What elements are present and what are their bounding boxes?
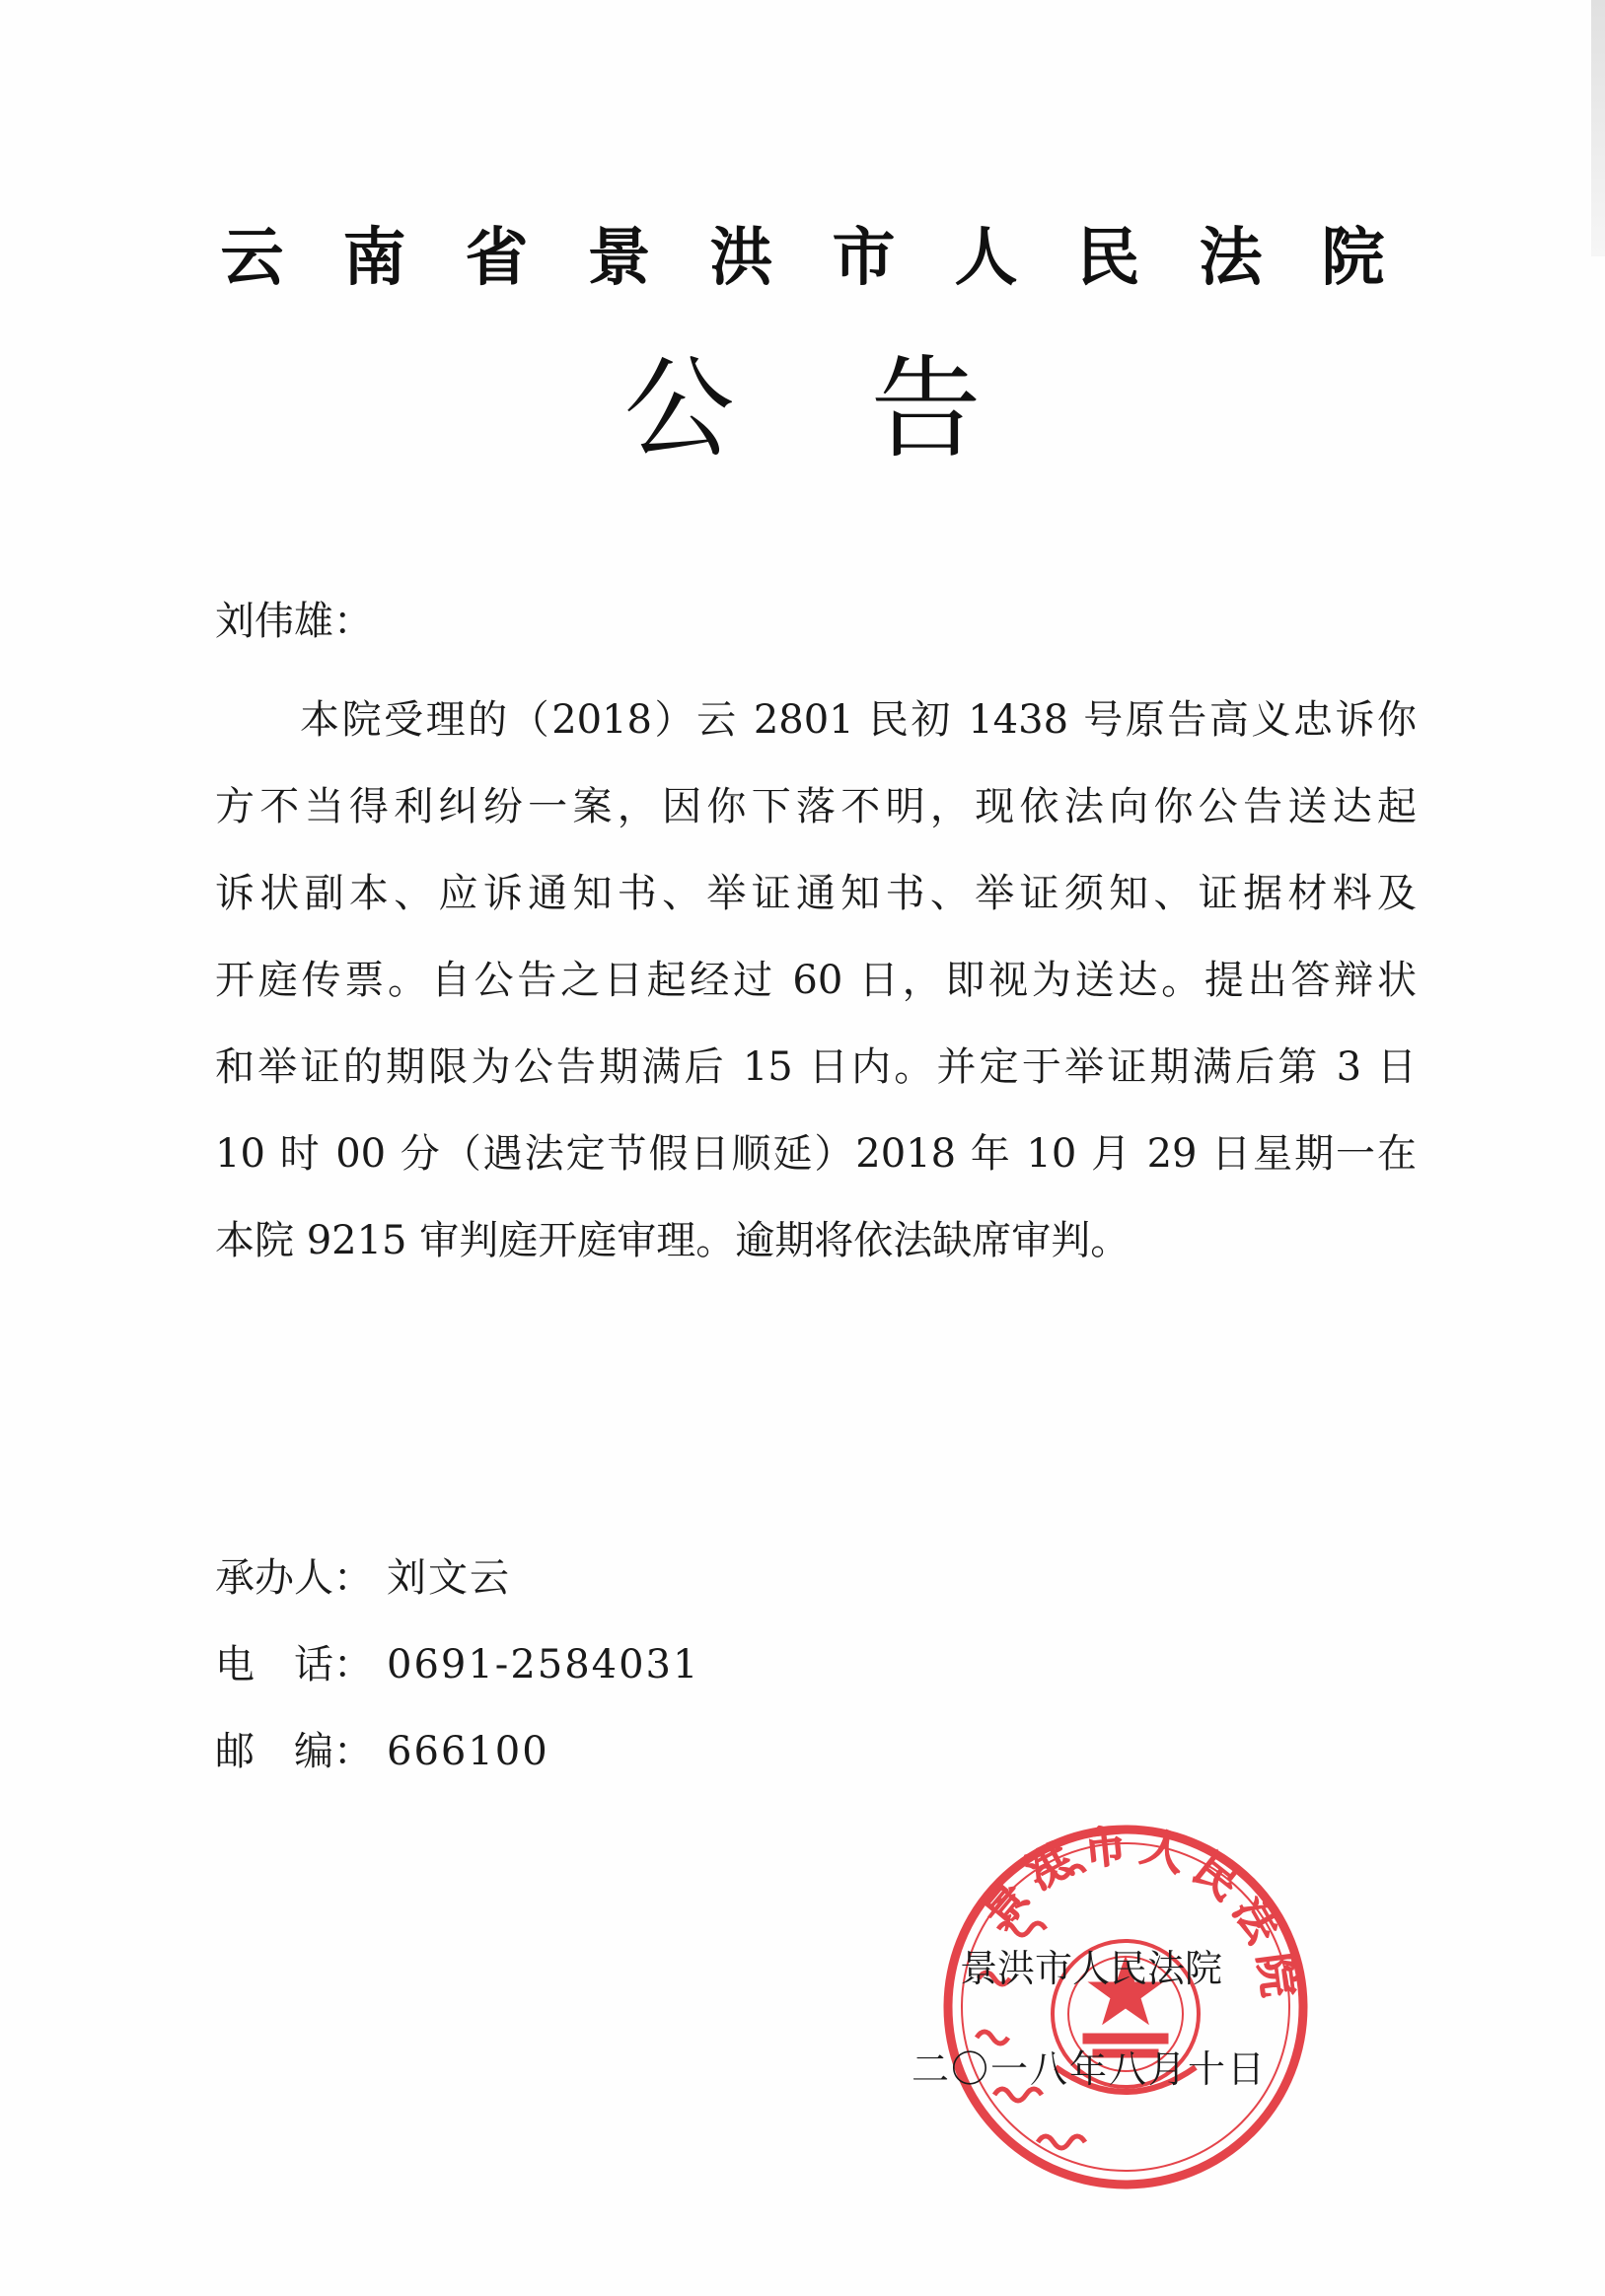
handler-name: 刘文云: [387, 1555, 511, 1601]
postcode-row: [215, 1708, 699, 1795]
phone-number: 0691-2584031: [387, 1642, 700, 1687]
court-name-char: 法: [1199, 222, 1263, 295]
body-line: 诉状副本、应诉通知书、举证通知书、举证须知、证据材料及: [215, 871, 1417, 916]
body-line: 本院受理的（2018）云 2801 民初 1438 号原告高义忠诉你: [300, 697, 1417, 743]
body-line: 开庭传票。自公告之日起经过 60 日，即视为送达。提出答辩状: [215, 958, 1417, 1003]
addressee: 刘伟雄：: [215, 599, 373, 644]
seal-lettering: 景洪市人民法院: [972, 1821, 1305, 2010]
court-name-char: 人: [954, 222, 1018, 295]
body-line: 和举证的期限为公告期满后 15 日内。并定于举证期满后第 3 日: [215, 1044, 1417, 1090]
phone-label: 电 话：: [215, 1642, 373, 1687]
notice-title-char: 公: [623, 345, 735, 473]
court-name-char: 省: [465, 222, 529, 295]
court-name-heading: [0, 219, 1605, 298]
signing-court: 景洪市人民法院: [959, 1947, 1222, 1990]
notice-body: [215, 677, 1417, 1284]
postcode-value: 666100: [387, 1729, 549, 1774]
court-name-char: 市: [832, 222, 896, 295]
handler-row: [215, 1535, 699, 1621]
court-name-char: 民: [1076, 222, 1140, 295]
phone-row: [215, 1621, 699, 1708]
body-line: 本院 9215 审判庭开庭审理。逾期将依法缺席审判。: [215, 1218, 1131, 1263]
court-name-char: 南: [342, 222, 406, 295]
body-line: 10 时 00 分（遇法定节假日顺延）2018 年 10 月 29 日星期一在: [215, 1131, 1417, 1177]
court-name-char: 景: [587, 222, 651, 295]
body-line: 方不当得利纠纷一案，因你下落不明，现依法向你公告送达起: [215, 784, 1417, 829]
scan-edge-mark: [1591, 0, 1605, 256]
court-seal-stamp: [939, 1821, 1312, 2193]
postcode-label: 邮 编：: [215, 1729, 373, 1774]
handler-label: 承办人：: [215, 1555, 373, 1601]
notice-title-char: 告: [870, 345, 982, 473]
court-name-char: 院: [1321, 222, 1385, 295]
court-name-char: 洪: [709, 222, 773, 295]
signing-date: 二〇一八年八月十日: [911, 2047, 1267, 2091]
notice-title: [0, 345, 1605, 473]
contact-block: [215, 1535, 699, 1795]
court-name-char: 云: [220, 222, 284, 295]
